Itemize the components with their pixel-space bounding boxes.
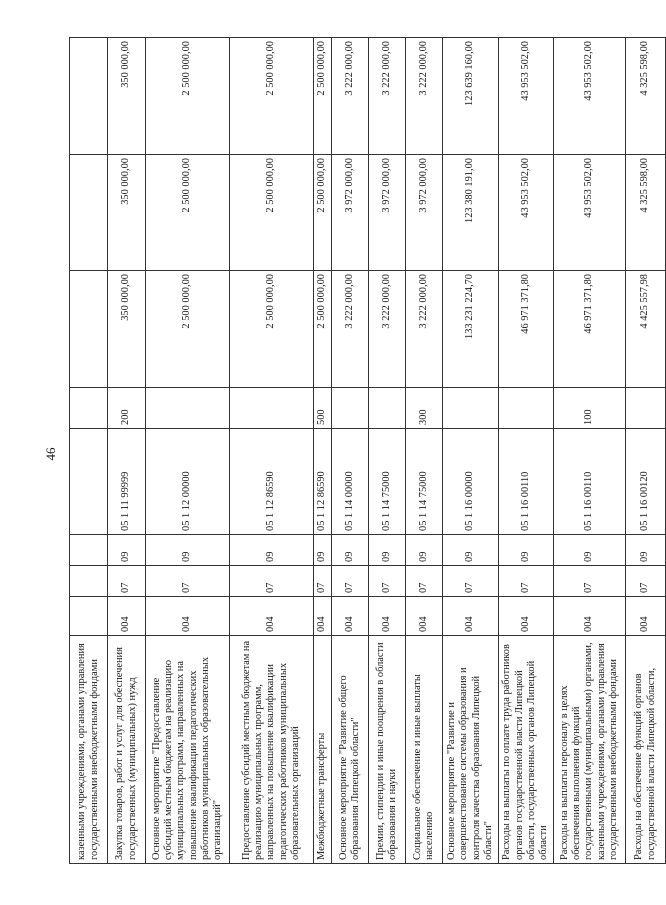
cell-subsection: 09 [146,535,230,566]
cell-name: Межбюджетные трансферты [314,636,332,864]
cell-sum-year2: 3 972 000,00 [406,155,443,271]
cell-sum-year1: 46 971 371,80 [499,271,554,388]
cell-expense-type [230,388,314,429]
table-row [108,38,146,864]
cell-target-article: 05 1 12 86590 [230,429,314,535]
table-row [499,38,554,864]
cell-admin-code: 004 [332,597,369,636]
table-row [626,38,666,864]
cell-section: 07 [108,566,146,597]
cell-subsection: 09 [554,535,626,566]
page-number: 46 [43,447,58,461]
cell-subsection: 09 [443,535,499,566]
cell-expense-type: 300 [406,388,443,429]
cell-sum-year3: 123 639 160,00 [443,38,499,155]
table-row [406,38,443,864]
cell-admin-code: 004 [369,597,406,636]
cell-name: Премии, стипендии и иные поощрения в области образования и науки [369,636,406,864]
cell-name: Основное мероприятие "Предоставление субсидий местным бюджетам на реализацию муниципальных программ, направленных на повышение квалификации педагогических работников муниципальных образовательных организаций" [146,636,230,864]
cell-sum-year1: 2 500 000,00 [230,271,314,388]
cell-name: Закупка товаров, работ и услуг для обеспечения государственных (муниципальных) нужд [108,636,146,864]
cell-target-article [70,429,108,535]
cell-admin-code: 004 [499,597,554,636]
cell-name: Предоставление субсидий местным бюджетам на реализацию муниципальных программ, направленных на повышение квалификации педагогических работников муниципальных образовательных организаций [230,636,314,864]
cell-expense-type [369,388,406,429]
cell-sum-year2: 2 500 000,00 [146,155,230,271]
cell-sum-year2: 43 953 502,00 [554,155,626,271]
cell-target-article: 05 1 12 00000 [146,429,230,535]
cell-sum-year3: 2 500 000,00 [230,38,314,155]
cell-sum-year3: 3 222 000,00 [332,38,369,155]
cell-expense-type [626,388,666,429]
cell-admin-code: 004 [108,597,146,636]
cell-sum-year1: 133 231 224,70 [443,271,499,388]
cell-sum-year1: 4 425 557,98 [626,271,666,388]
cell-subsection [70,535,108,566]
cell-subsection: 09 [108,535,146,566]
cell-target-article: 05 1 16 00000 [443,429,499,535]
table-row [332,38,369,864]
cell-sum-year2: 43 953 502,00 [499,155,554,271]
cell-name: Расходы на обеспечение функций органов государственной власти Липецкой области, [626,636,666,864]
budget-table [69,37,666,864]
cell-sum-year1: 2 500 000,00 [146,271,230,388]
cell-admin-code: 004 [314,597,332,636]
table-row [146,38,230,864]
table-body [70,38,666,864]
cell-section: 07 [626,566,666,597]
cell-sum-year3: 2 500 000,00 [146,38,230,155]
cell-sum-year1: 46 971 371,80 [554,271,626,388]
cell-sum-year3 [70,38,108,155]
table-row [443,38,499,864]
cell-target-article: 05 1 16 00110 [499,429,554,535]
cell-sum-year3: 43 953 502,00 [499,38,554,155]
cell-sum-year2: 350 000,00 [108,155,146,271]
cell-subsection: 09 [230,535,314,566]
cell-sum-year2: 2 500 000,00 [314,155,332,271]
cell-section: 07 [332,566,369,597]
cell-name: Основное мероприятие "Развитие и совершенствование системы образования и контроля качества образования Липецкой области" [443,636,499,864]
cell-sum-year2: 123 380 191,00 [443,155,499,271]
cell-sum-year2: 2 500 000,00 [230,155,314,271]
cell-section [70,566,108,597]
cell-subsection: 09 [369,535,406,566]
cell-expense-type: 100 [554,388,626,429]
cell-expense-type: 200 [108,388,146,429]
cell-name: Расходы на выплаты персоналу в целях обеспечения выполнения функций государственными (муниципальными) органами, казенными учреждениями, органами управления государственными внебюджетными фондами [554,636,626,864]
cell-admin-code: 004 [406,597,443,636]
cell-admin-code [70,597,108,636]
cell-section: 07 [406,566,443,597]
cell-name: казенными учреждениями, органами управления государственными внебюджетными фондами [70,636,108,864]
cell-subsection: 09 [332,535,369,566]
cell-subsection: 09 [314,535,332,566]
cell-admin-code: 004 [230,597,314,636]
cell-admin-code: 004 [443,597,499,636]
cell-sum-year1: 3 222 000,00 [332,271,369,388]
cell-expense-type [70,388,108,429]
cell-target-article: 05 1 16 00120 [626,429,666,535]
cell-sum-year1: 3 222 000,00 [406,271,443,388]
cell-section: 07 [443,566,499,597]
cell-target-article: 05 1 12 86590 [314,429,332,535]
cell-subsection: 09 [406,535,443,566]
cell-section: 07 [554,566,626,597]
cell-name: Социальное обеспечение и иные выплаты населению [406,636,443,864]
table-row [369,38,406,864]
cell-name: Расходы на выплаты по оплате труда работников органов государственной власти Липецкой области, государственных органов Липецкой области [499,636,554,864]
table-row [230,38,314,864]
cell-section: 07 [314,566,332,597]
cell-name: Основное мероприятие "Развитие общего образования Липецкой области" [332,636,369,864]
cell-sum-year3: 4 325 598,00 [626,38,666,155]
cell-expense-type [499,388,554,429]
cell-sum-year2: 3 972 000,00 [332,155,369,271]
cell-target-article: 05 1 11 99999 [108,429,146,535]
cell-sum-year1 [70,271,108,388]
table-row [314,38,332,864]
cell-sum-year1: 350 000,00 [108,271,146,388]
cell-section: 07 [230,566,314,597]
rotated-table-viewport [69,38,657,864]
rotated-table-container [69,38,657,864]
cell-sum-year3: 43 953 502,00 [554,38,626,155]
cell-expense-type [443,388,499,429]
cell-sum-year2 [70,155,108,271]
cell-subsection: 09 [626,535,666,566]
cell-sum-year2: 3 972 000,00 [369,155,406,271]
cell-expense-type [332,388,369,429]
cell-target-article: 05 1 14 75000 [406,429,443,535]
cell-section: 07 [369,566,406,597]
cell-admin-code: 004 [554,597,626,636]
cell-section: 07 [146,566,230,597]
cell-section: 07 [499,566,554,597]
cell-expense-type: 500 [314,388,332,429]
cell-sum-year3: 3 222 000,00 [406,38,443,155]
cell-target-article: 05 1 14 75000 [369,429,406,535]
cell-sum-year3: 2 500 000,00 [314,38,332,155]
cell-target-article: 05 1 16 00110 [554,429,626,535]
cell-sum-year1: 3 222 000,00 [369,271,406,388]
cell-sum-year3: 3 222 000,00 [369,38,406,155]
table-row [70,38,108,864]
cell-subsection: 09 [499,535,554,566]
cell-expense-type [146,388,230,429]
cell-admin-code: 004 [146,597,230,636]
table-row [554,38,626,864]
cell-sum-year1: 2 500 000,00 [314,271,332,388]
cell-sum-year3: 350 000,00 [108,38,146,155]
cell-sum-year2: 4 325 598,00 [626,155,666,271]
cell-target-article: 05 1 14 00000 [332,429,369,535]
cell-admin-code: 004 [626,597,666,636]
